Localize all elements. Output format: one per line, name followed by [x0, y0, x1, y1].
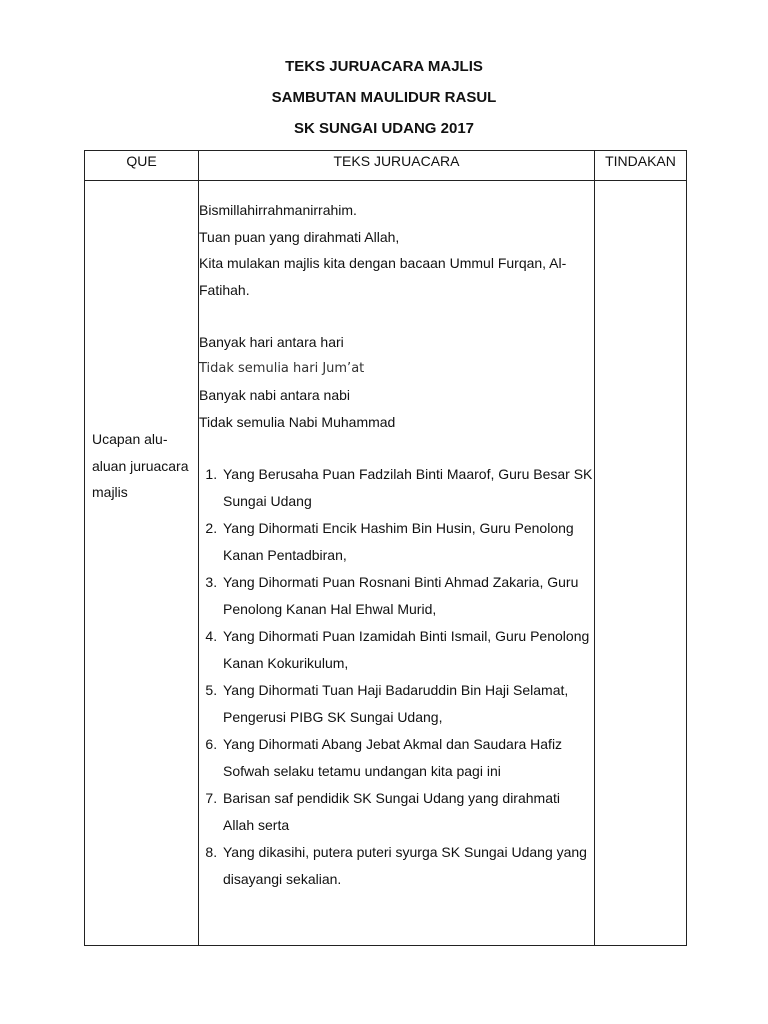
- list-item: 1. Yang Berusaha Puan Fadzilah Binti Maarof, Guru Besar SK Sungai Udang: [221, 461, 594, 515]
- pantun-block: [199, 329, 594, 435]
- header-teks-juruacara: TEKS JURUACARA: [199, 151, 595, 181]
- title-line-2: SAMBUTAN MAULIDUR RASUL: [271, 89, 497, 106]
- list-item: 7. Barisan saf pendidik SK Sungai Udang yang dirahmati Allah serta: [221, 785, 594, 839]
- que-text: Ucapan alu-aluan juruacara majlis: [92, 431, 189, 500]
- guest-list: [199, 461, 594, 893]
- list-item: 3. Yang Dihormati Puan Rosnani Binti Ahmad Zakaria, Guru Penolong Kanan Hal Ehwal Murid,: [221, 569, 594, 623]
- pantun-line-1: Banyak hari antara hari: [199, 334, 344, 350]
- pantun-line-2: Tidak semulia hari Jum’at: [199, 360, 365, 376]
- list-item: 5. Yang Dihormati Tuan Haji Badaruddin Bin Haji Selamat, Pengerusi PIBG SK Sungai Udang,: [221, 677, 594, 731]
- opening-line-2: Tuan puan yang dirahmati Allah,: [199, 228, 400, 245]
- spacer: [199, 435, 594, 461]
- spacer: [199, 303, 594, 329]
- emcee-script-table: [84, 150, 687, 946]
- list-item: 8. Yang dikasihi, putera puteri syurga SK Sungai Udang yang disayangi sekalian.: [221, 839, 594, 893]
- title-line-3: SK SUNGAI UDANG 2017: [293, 120, 475, 137]
- list-item: 2. Yang Dihormati Encik Hashim Bin Husin, Guru Penolong Kanan Pentadbiran,: [221, 515, 594, 569]
- table-row: [85, 181, 687, 946]
- list-item: 6. Yang Dihormati Abang Jebat Akmal dan Saudara Hafiz Sofwah selaku tetamu undangan kita pagi ini: [221, 731, 594, 785]
- teks-cell: [199, 181, 595, 946]
- opening-line-1: Bismillahirrahmanirrahim.: [199, 202, 357, 218]
- document-titles: [0, 56, 768, 149]
- list-item: 4. Yang Dihormati Puan Izamidah Binti Ismail, Guru Penolong Kanan Kokurikulum,: [221, 623, 594, 677]
- tindakan-cell: [595, 181, 687, 946]
- opening-line-3: Kita mulakan majlis kita dengan bacaan Ummul Furqan, Al-Fatihah.: [199, 255, 567, 298]
- pantun-line-3: Banyak nabi antara nabi: [199, 387, 350, 403]
- que-cell: [85, 181, 199, 946]
- title-line-1: TEKS JURUACARA MAJLIS: [285, 58, 483, 75]
- header-que: QUE: [85, 151, 199, 181]
- table-header-row: [85, 151, 687, 181]
- pantun-line-4: Tidak semulia Nabi Muhammad: [199, 413, 396, 430]
- header-tindakan: TINDAKAN: [595, 151, 687, 181]
